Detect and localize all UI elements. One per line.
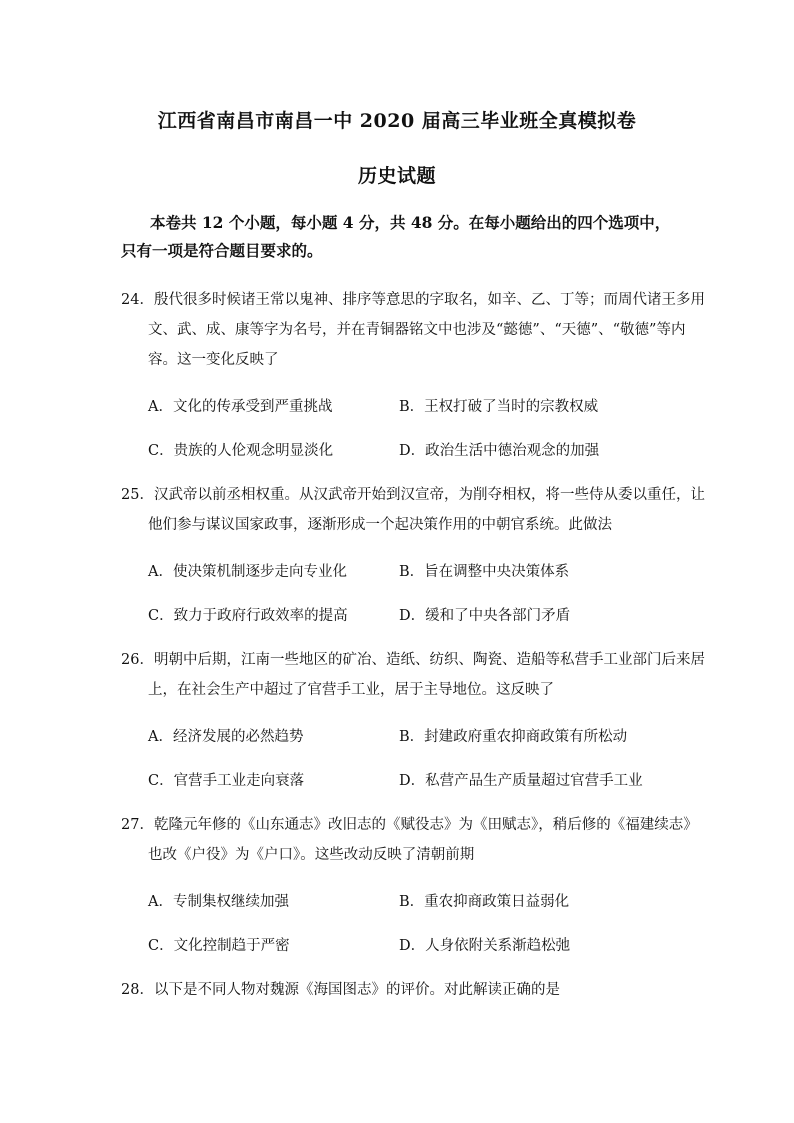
question-27-line-2: 也改《户役》为《户口》。这些改动反映了清朝前期	[148, 847, 475, 863]
question-27-line-1: 27．乾隆元年修的《山东通志》改旧志的《赋役志》为《田赋志》，稍后修的《福建续志》	[121, 817, 698, 833]
question-24-options	[148, 395, 668, 461]
question-27-option-d[interactable]: D．人身依附关系渐趋松弛	[399, 938, 571, 954]
question-25-option-d[interactable]: D．缓和了中央各部门矛盾	[399, 608, 571, 624]
question-24-option-b[interactable]: B．王权打破了当时的宗教权威	[399, 399, 599, 415]
question-28	[121, 975, 687, 1005]
question-25-option-b[interactable]: B．旨在调整中央决策体系	[399, 564, 570, 580]
question-26	[121, 645, 705, 705]
question-26-option-a[interactable]: A．经济发展的必然趋势	[148, 729, 304, 745]
question-27-option-a[interactable]: A．专制集权继续加强	[148, 894, 289, 910]
question-25-line-2: 他们参与谋议国家政事，逐渐形成一个起决策作用的中朝官系统。此做法	[148, 517, 612, 533]
question-26-option-b[interactable]: B．封建政府重农抑商政策有所松动	[399, 729, 628, 745]
instruction-line-2: 只有一项是符合题目要求的。	[121, 241, 323, 260]
question-27-option-b[interactable]: B．重农抑商政策日益弱化	[399, 894, 570, 910]
question-26-line-1: 26．明朝中后期，江南一些地区的矿冶、造纸、纺织、陶瓷、造船等私营手工业部门后来居	[121, 652, 705, 668]
question-26-line-2: 上，在社会生产中超过了官营手工业，居于主导地位。这反映了	[148, 682, 554, 698]
question-24	[121, 285, 705, 375]
question-24-option-a[interactable]: A．文化的传承受到严重挑战	[148, 399, 333, 415]
question-25-option-a[interactable]: A．使决策机制逐步走向专业化	[148, 564, 347, 580]
question-25	[121, 480, 705, 540]
question-27	[121, 810, 698, 870]
question-24-line-1: 24．殷代很多时候诸王常以鬼神、排序等意思的字取名，如辛、乙、丁等；而周代诸王多用	[121, 292, 705, 308]
question-26-option-c[interactable]: C．官营手工业走向衰落	[148, 773, 305, 789]
exam-subject: 历史试题	[357, 165, 436, 187]
question-24-line-2: 文、武、成、康等字为名号，并在青铜器铭文中也涉及“懿德”、“天德”、“敬德”等内	[148, 322, 686, 338]
question-26-options	[148, 725, 668, 791]
question-24-option-c[interactable]: C．贵族的人伦观念明显淡化	[148, 443, 334, 459]
question-25-line-1: 25．汉武帝以前丞相权重。从汉武帝开始到汉宣帝，为削夺相权，将一些侍从委以重任，让	[121, 487, 705, 503]
question-27-options	[148, 890, 668, 956]
question-27-option-c[interactable]: C．文化控制趋于严密	[148, 938, 290, 954]
question-26-option-d[interactable]: D．私营产品生产质量超过官营手工业	[399, 773, 643, 789]
instruction-line-1: 本卷共 12 个小题，每小题 4 分，共 48 分。在每小题给出的四个选项中，	[150, 213, 671, 232]
question-28-line-1: 28．以下是不同人物对魏源《海国图志》的评价。对此解读正确的是	[121, 982, 560, 998]
question-25-option-c[interactable]: C．致力于政府行政效率的提高	[148, 608, 348, 624]
question-24-option-d[interactable]: D．政治生活中德治观念的加强	[399, 443, 600, 459]
section-instruction	[121, 209, 681, 265]
exam-title: 江西省南昌市南昌一中 2020 届高三毕业班全真模拟卷	[157, 110, 637, 132]
question-25-options	[148, 560, 668, 626]
question-24-line-3: 容。这一变化反映了	[148, 352, 279, 368]
